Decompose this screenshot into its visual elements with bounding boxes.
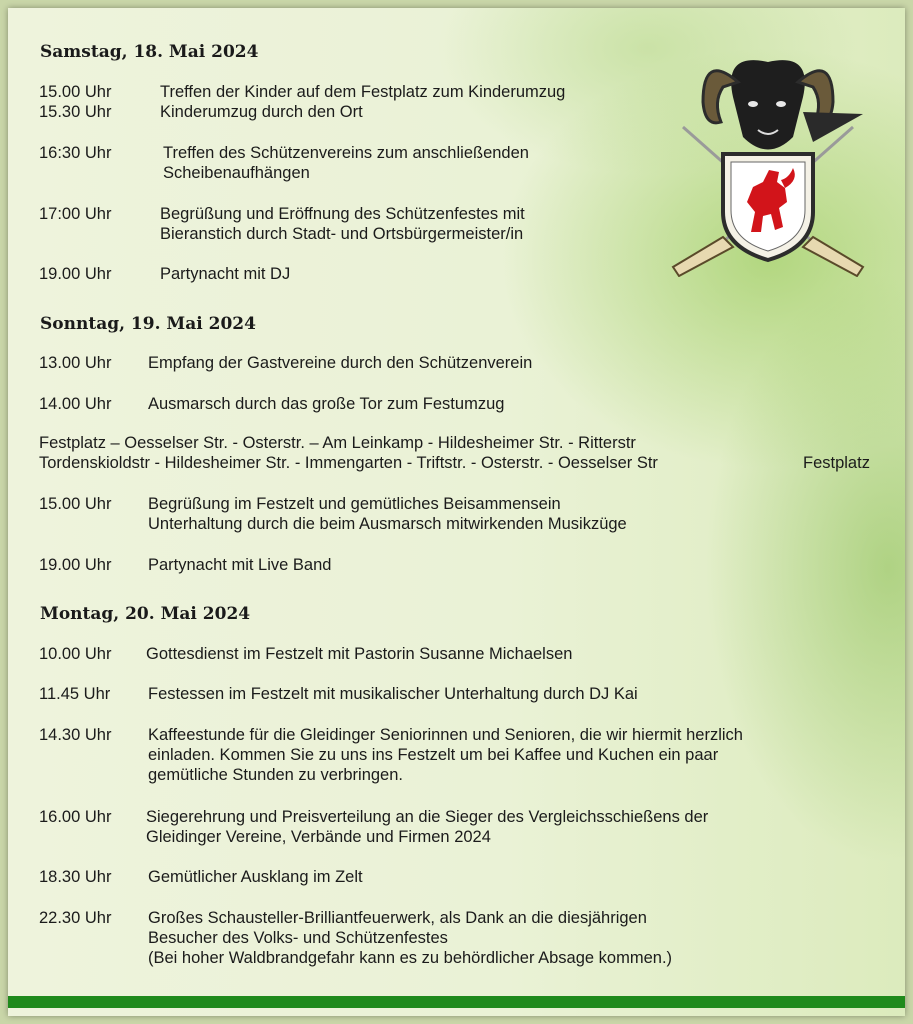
event-time: 18.30 Uhr bbox=[39, 868, 112, 886]
event-description: Scheibenaufhängen bbox=[163, 164, 310, 182]
event-description: Festessen im Festzelt mit musikalischer Unterhaltung durch DJ Kai bbox=[148, 685, 638, 703]
event-description: Gemütlicher Ausklang im Zelt bbox=[148, 868, 363, 886]
day-heading-sunday: Sonntag, 19. Mai 2024 bbox=[40, 314, 256, 334]
event-time: 15.00 Uhr bbox=[39, 83, 112, 101]
event-description: Treffen der Kinder auf dem Festplatz zum Kinderumzug bbox=[160, 83, 566, 101]
event-time: 16.00 Uhr bbox=[39, 808, 112, 826]
bottom-green-bar bbox=[8, 996, 905, 1008]
event-description: Begrüßung im Festzelt und gemütliches Beisammensein bbox=[148, 495, 561, 513]
event-description: (Bei hoher Waldbrandgefahr kann es zu behördlicher Absage kommen.) bbox=[148, 949, 673, 967]
event-time: 19.00 Uhr bbox=[39, 556, 112, 574]
event-description: einladen. Kommen Sie zu uns ins Festzelt um bei Kaffee und Kuchen ein paar bbox=[148, 746, 719, 764]
route-line: Festplatz – Oesselser Str. - Osterstr. – Am Leinkamp - Hildesheimer Str. - Ritterstr bbox=[39, 434, 636, 452]
event-time: 15.00 Uhr bbox=[39, 495, 112, 513]
day-heading-monday: Montag, 20. Mai 2024 bbox=[40, 604, 251, 624]
event-description: Kinderumzug durch den Ort bbox=[160, 103, 363, 121]
event-time: 22.30 Uhr bbox=[39, 909, 112, 927]
event-description: Besucher des Volks- und Schützenfestes bbox=[148, 929, 448, 947]
event-time: 10.00 Uhr bbox=[39, 645, 112, 663]
event-description: Ausmarsch durch das große Tor zum Festumzug bbox=[148, 395, 505, 413]
event-description: Bieranstich durch Stadt- und Ortsbürgermeister/in bbox=[160, 225, 524, 243]
route-end: Festplatz bbox=[803, 454, 870, 472]
event-description: Gottesdienst im Festzelt mit Pastorin Susanne Michaelsen bbox=[146, 645, 573, 663]
event-description: Partynacht mit Live Band bbox=[148, 556, 332, 574]
day-heading-saturday: Samstag, 18. Mai 2024 bbox=[40, 42, 259, 62]
event-time: 17:00 Uhr bbox=[39, 205, 112, 223]
event-time: 14.00 Uhr bbox=[39, 395, 112, 413]
event-description: Siegerehrung und Preisverteilung an die Sieger des Vergleichsschießens der bbox=[146, 808, 709, 826]
event-time: 13.00 Uhr bbox=[39, 354, 112, 372]
event-description: Kaffeestunde für die Gleidinger Seniorinnen und Senioren, die wir hiermit herzlich bbox=[148, 726, 743, 744]
event-description: Partynacht mit DJ bbox=[160, 265, 291, 283]
program-sheet bbox=[8, 8, 905, 1016]
event-description: Empfang der Gastvereine durch den Schützenverein bbox=[148, 354, 533, 372]
event-description: Unterhaltung durch die beim Ausmarsch mitwirkenden Musikzüge bbox=[148, 515, 627, 533]
event-time: 14.30 Uhr bbox=[39, 726, 112, 744]
event-description: Begrüßung und Eröffnung des Schützenfestes mit bbox=[160, 205, 525, 223]
event-time: 11.45 Uhr bbox=[39, 685, 111, 703]
event-time: 15.30 Uhr bbox=[39, 103, 112, 121]
event-time: 19.00 Uhr bbox=[39, 265, 112, 283]
route-line-text: Tordenskioldstr - Hildesheimer Str. - Immengarten - Triftstr. - Osterstr. - Oesselser Str bbox=[39, 454, 658, 472]
event-description: Gleidinger Vereine, Verbände und Firmen 2024 bbox=[146, 828, 491, 846]
route-line bbox=[39, 453, 899, 473]
event-description: Treffen des Schützenvereins zum anschließenden bbox=[163, 144, 529, 162]
event-time: 16:30 Uhr bbox=[39, 144, 112, 162]
coat-of-arms-icon bbox=[663, 42, 873, 277]
event-description: Großes Schausteller-Brilliantfeuerwerk, als Dank an die diesjährigen bbox=[148, 909, 647, 927]
mouflon-head-icon bbox=[703, 60, 863, 149]
event-description: gemütliche Stunden zu verbringen. bbox=[148, 766, 403, 784]
